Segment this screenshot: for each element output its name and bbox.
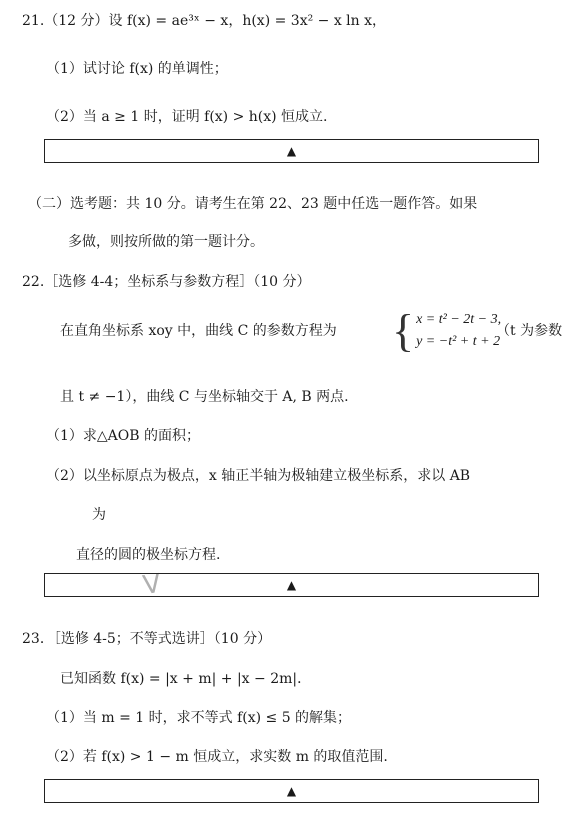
- q22-part2-c: 直径的圆的极坐标方程.: [76, 547, 221, 563]
- q23-body: 已知函数 f(x) = |x + m| + |x − 2m|．: [60, 671, 312, 687]
- q22-body-pre: 在直角坐标系 xoy 中，曲线 C 的参数方程为: [60, 323, 337, 339]
- q22-body-post: （t 为参数: [496, 323, 563, 339]
- q21-part1: （1）试讨论 f(x) 的单调性；: [46, 61, 228, 77]
- q22-stem: 22.［选修 4-4；坐标系与参数方程］（10 分）: [22, 274, 311, 290]
- q22-cont: 且 t ≠ −1），曲线 C 与坐标轴交于 A, B 两点.: [60, 389, 349, 405]
- q21-stem: 21.（12 分）设 f(x) = ae³ˣ − x，h(x) = 3x² − x ln x，: [22, 13, 387, 29]
- watermark-mark: V: [140, 568, 163, 602]
- answer-mark-icon: ▲: [286, 578, 297, 592]
- section2-line1: （二）选考题：共 10 分。请考生在第 22、23 题中任选一题作答。如果: [28, 196, 478, 212]
- q22-eq1: x = t² − 2t − 3,: [416, 312, 502, 327]
- q21-answer-box[interactable]: [44, 139, 539, 163]
- q22-part1: （1）求△AOB 的面积；: [46, 428, 200, 444]
- left-brace-icon: {: [392, 305, 415, 356]
- q23-part2: （2）若 f(x) > 1 − m 恒成立，求实数 m 的取值范围.: [46, 749, 388, 765]
- answer-mark-icon: ▲: [286, 784, 297, 798]
- q23-answer-box[interactable]: [44, 779, 539, 803]
- q22-part2-a: （2）以坐标原点为极点，x 轴正半轴为极轴建立极坐标系，求以 AB: [46, 468, 471, 484]
- section2-line2: 多做，则按所做的第一题计分。: [68, 234, 264, 250]
- q22-eq2: y = −t² + t + 2: [416, 334, 501, 349]
- q22-answer-box[interactable]: [44, 573, 539, 597]
- q22-parametric-equations: [392, 305, 502, 356]
- q22-part2-b: 为: [92, 507, 106, 523]
- answer-mark-icon: ▲: [286, 144, 297, 158]
- q23-stem: 23．［选修 4-5；不等式选讲］（10 分）: [22, 631, 272, 647]
- q21-part2: （2）当 a ≥ 1 时，证明 f(x) > h(x) 恒成立.: [46, 109, 328, 125]
- q23-part1: （1）当 m = 1 时，求不等式 f(x) ≤ 5 的解集；: [46, 710, 352, 726]
